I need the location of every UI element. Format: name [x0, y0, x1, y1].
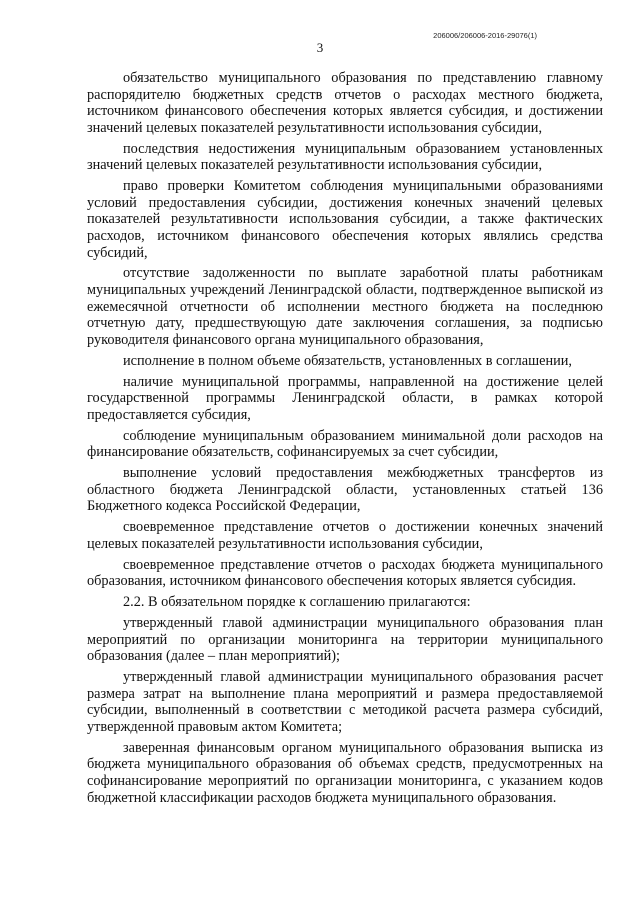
paragraph: обязательство муниципального образования по представлению главному распорядителю бюджетных средств отчетов о расходах местного бюджета, источником финансового обеспечения которых является субсидия, и достижении значений целевых показателей результативности использования субсидии, — [87, 70, 603, 136]
paragraph: утвержденный главой администрации муниципального образования расчет размера затрат на выполнение плана мероприятий и размера предоставляемой субсидии, выполненный в соответствии с методикой расчета размера субсидий, утвержденной правовым актом Комитета; — [87, 669, 603, 735]
document-body — [87, 70, 603, 811]
page-number: 3 — [316, 40, 324, 55]
section-heading-2-2: 2.2. В обязательном порядке к соглашению прилагаются: — [123, 594, 471, 611]
paragraph: наличие муниципальной программы, направленной на достижение целей государственной программы Ленинградской области, в рамках которой предоставляется субсидия, — [87, 373, 603, 423]
paragraph: утвержденный главой администрации муниципального образования план мероприятий по организации мониторинга на территории муниципального образования (далее – план мероприятий); — [87, 615, 603, 665]
paragraph: последствия недостижения муниципальным образованием установленных значений целевых показателей результативности использования субсидии, — [87, 140, 603, 174]
paragraph: выполнение условий предоставления межбюджетных трансфертов из областного бюджета Ленинградской области, установленных статьей 136 Бюджетного кодекса Российской Федерации, — [87, 465, 603, 515]
paragraph: соблюдение муниципальным образованием минимальной доли расходов на финансирование обязательств, софинансируемых за счет субсидии, — [87, 427, 603, 461]
paragraph: отсутствие задолженности по выплате заработной платы работникам муниципальных учреждений Ленинградской области, подтвержденное выпиской из ежемесячной отчетности об исполнении местного бюджета на последнюю отчетную дату, предшествующую дате заключения соглашения, за подписью руководителя финансового органа муниципального образования, — [87, 265, 603, 348]
document-registration-code: 206006/206006-2016-29076(1) — [433, 31, 537, 40]
paragraph: своевременное представление отчетов о расходах бюджета муниципального образования, источником финансового обеспечения которых является субсидия. — [87, 556, 603, 590]
paragraph: своевременное представление отчетов о достижении конечных значений целевых показателей результативности использования субсидии, — [87, 519, 603, 552]
paragraph: право проверки Комитетом соблюдения муниципальными образованиями условий предоставления субсидии, достижения конечных значений целевых показателей результативности использования субсидии, а также фактических расходов, источником финансового обеспечения которых являлись средства субсидий, — [87, 178, 603, 261]
paragraph: исполнение в полном объеме обязательств, установленных в соглашении, — [123, 352, 573, 369]
paragraph: заверенная финансовым органом муниципального образования выписка из бюджета муниципального образования об объемах средств, предусмотренных на софинансирование мероприятий по организации мониторинга, с указанием кодов бюджетной классификации расходов бюджета муниципального образования. — [87, 739, 603, 806]
